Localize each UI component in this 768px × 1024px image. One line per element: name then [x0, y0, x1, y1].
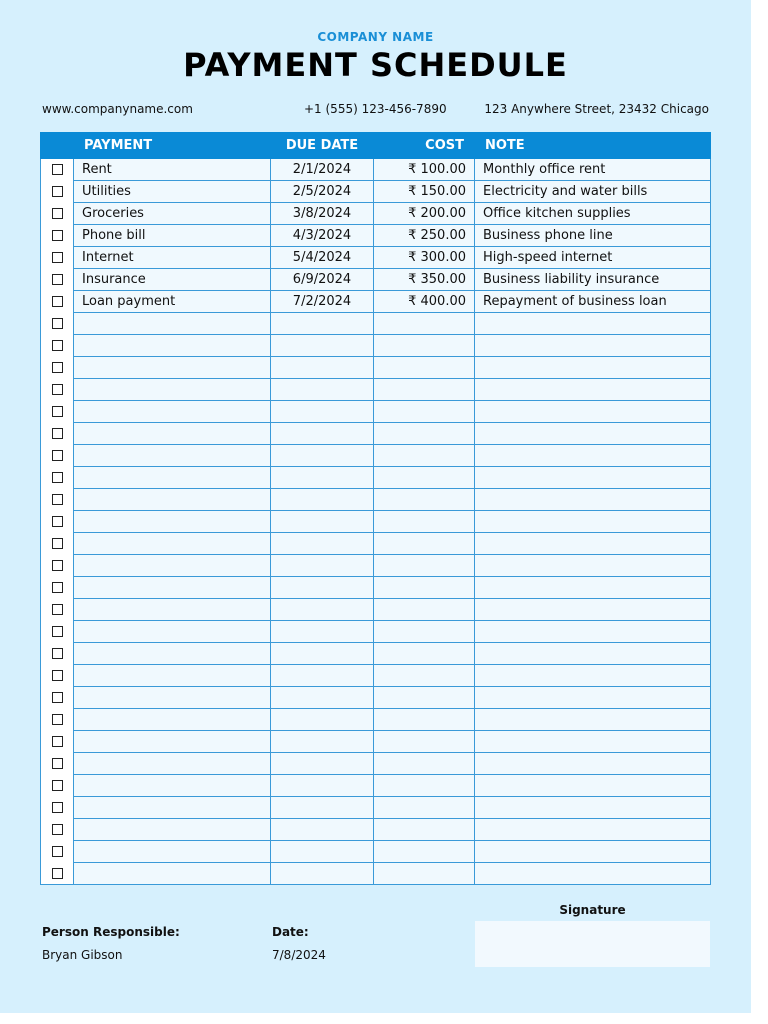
cell-note[interactable]: [475, 709, 711, 731]
cell-payment[interactable]: [74, 599, 271, 621]
row-checkbox-cell: [41, 687, 74, 709]
row-checkbox[interactable]: [52, 274, 63, 285]
cell-payment[interactable]: [74, 687, 271, 709]
row-checkbox[interactable]: [52, 230, 63, 241]
cell-cost[interactable]: [374, 621, 475, 643]
cell-due-date[interactable]: [271, 687, 374, 709]
table-row: [41, 291, 711, 313]
cell-note[interactable]: [475, 753, 711, 775]
table-row: [41, 709, 711, 731]
table-row: [41, 335, 711, 357]
row-checkbox[interactable]: [52, 802, 63, 813]
cell-note[interactable]: Monthly office rent: [475, 159, 711, 181]
row-checkbox[interactable]: [52, 714, 63, 725]
cell-cost[interactable]: [374, 511, 475, 533]
cell-due-date[interactable]: [271, 357, 374, 379]
row-checkbox[interactable]: [52, 736, 63, 747]
row-checkbox[interactable]: [52, 824, 63, 835]
person-responsible-label: Person Responsible:: [42, 925, 180, 939]
company-website: www.companyname.com: [42, 102, 193, 116]
cell-due-date[interactable]: [271, 423, 374, 445]
cell-due-date[interactable]: [271, 621, 374, 643]
row-checkbox-cell: [41, 159, 74, 181]
table-row: [41, 203, 711, 225]
column-header-payment: PAYMENT: [74, 133, 271, 159]
table-row: [41, 841, 711, 863]
table-row: [41, 225, 711, 247]
row-checkbox-cell: [41, 313, 74, 335]
row-checkbox[interactable]: [52, 428, 63, 439]
row-checkbox-cell: [41, 775, 74, 797]
cell-payment[interactable]: [74, 533, 271, 555]
cell-payment[interactable]: [74, 379, 271, 401]
company-phone: +1 (555) 123-456-7890: [304, 102, 447, 116]
table-row: [41, 313, 711, 335]
cell-due-date[interactable]: 5/4/2024: [271, 247, 374, 269]
row-checkbox[interactable]: [52, 318, 63, 329]
cell-cost[interactable]: [374, 467, 475, 489]
cell-payment[interactable]: [74, 313, 271, 335]
row-checkbox-cell: [41, 709, 74, 731]
cell-payment[interactable]: Phone bill: [74, 225, 271, 247]
page-title: PAYMENT SCHEDULE: [183, 46, 568, 84]
signature-label: Signature: [559, 903, 626, 917]
cell-note[interactable]: Office kitchen supplies: [475, 203, 711, 225]
row-checkbox[interactable]: [52, 538, 63, 549]
cell-due-date[interactable]: [271, 445, 374, 467]
cell-note[interactable]: [475, 467, 711, 489]
row-checkbox-cell: [41, 379, 74, 401]
row-checkbox-cell: [41, 599, 74, 621]
row-checkbox[interactable]: [52, 472, 63, 483]
table-row: [41, 797, 711, 819]
cell-cost[interactable]: [374, 313, 475, 335]
table-row: [41, 819, 711, 841]
cell-note[interactable]: [475, 401, 711, 423]
cell-payment[interactable]: [74, 335, 271, 357]
row-checkbox[interactable]: [52, 516, 63, 527]
row-checkbox[interactable]: [52, 560, 63, 571]
cell-payment[interactable]: [74, 643, 271, 665]
cell-note[interactable]: [475, 841, 711, 863]
cell-cost[interactable]: [374, 863, 475, 885]
payment-table-wrapper: [40, 132, 710, 885]
row-checkbox-cell: [41, 269, 74, 291]
cell-note[interactable]: [475, 599, 711, 621]
cell-due-date[interactable]: [271, 533, 374, 555]
table-row: [41, 511, 711, 533]
table-row: [41, 181, 711, 203]
table-row: [41, 621, 711, 643]
row-checkbox-cell: [41, 643, 74, 665]
cell-cost[interactable]: [374, 489, 475, 511]
row-checkbox[interactable]: [52, 758, 63, 769]
row-checkbox[interactable]: [52, 780, 63, 791]
cell-due-date[interactable]: [271, 313, 374, 335]
cell-cost[interactable]: [374, 445, 475, 467]
cell-note[interactable]: [475, 511, 711, 533]
cell-cost[interactable]: [374, 555, 475, 577]
row-checkbox-cell: [41, 445, 74, 467]
row-checkbox-cell: [41, 555, 74, 577]
row-checkbox[interactable]: [52, 340, 63, 351]
row-checkbox[interactable]: [52, 582, 63, 593]
row-checkbox[interactable]: [52, 670, 63, 681]
row-checkbox-cell: [41, 819, 74, 841]
cell-cost[interactable]: ₹ 400.00: [374, 291, 475, 313]
cell-due-date[interactable]: [271, 401, 374, 423]
cell-cost[interactable]: [374, 577, 475, 599]
cell-cost[interactable]: [374, 819, 475, 841]
row-checkbox-cell: [41, 841, 74, 863]
cell-payment[interactable]: [74, 797, 271, 819]
cell-note[interactable]: [475, 643, 711, 665]
cell-payment[interactable]: [74, 841, 271, 863]
row-checkbox[interactable]: [52, 186, 63, 197]
cell-cost[interactable]: [374, 599, 475, 621]
cell-payment[interactable]: [74, 445, 271, 467]
table-row: [41, 577, 711, 599]
cell-note[interactable]: Business liability insurance: [475, 269, 711, 291]
table-row: [41, 731, 711, 753]
cell-due-date[interactable]: [271, 555, 374, 577]
table-row: [41, 489, 711, 511]
row-checkbox[interactable]: [52, 362, 63, 373]
cell-payment[interactable]: [74, 753, 271, 775]
cell-payment[interactable]: [74, 467, 271, 489]
cell-cost[interactable]: ₹ 250.00: [374, 225, 475, 247]
cell-cost[interactable]: [374, 841, 475, 863]
row-checkbox-cell: [41, 203, 74, 225]
table-row: [41, 269, 711, 291]
cell-cost[interactable]: [374, 753, 475, 775]
row-checkbox-cell: [41, 621, 74, 643]
cell-due-date[interactable]: [271, 489, 374, 511]
row-checkbox[interactable]: [52, 648, 63, 659]
row-checkbox-cell: [41, 467, 74, 489]
cell-note[interactable]: [475, 423, 711, 445]
cell-payment[interactable]: [74, 819, 271, 841]
cell-note[interactable]: Electricity and water bills: [475, 181, 711, 203]
cell-note[interactable]: [475, 819, 711, 841]
cell-note[interactable]: [475, 863, 711, 885]
cell-cost[interactable]: [374, 533, 475, 555]
cell-due-date[interactable]: [271, 511, 374, 533]
cell-payment[interactable]: [74, 489, 271, 511]
cell-cost[interactable]: [374, 665, 475, 687]
row-checkbox[interactable]: [52, 604, 63, 615]
cell-payment[interactable]: Utilities: [74, 181, 271, 203]
cell-due-date[interactable]: [271, 731, 374, 753]
cell-cost[interactable]: [374, 687, 475, 709]
row-checkbox[interactable]: [52, 406, 63, 417]
row-checkbox-cell: [41, 533, 74, 555]
row-checkbox-cell: [41, 577, 74, 599]
table-header-row: [41, 133, 711, 159]
cell-payment[interactable]: [74, 863, 271, 885]
cell-payment[interactable]: Loan payment: [74, 291, 271, 313]
row-checkbox[interactable]: [52, 494, 63, 505]
checkbox-column-header: [41, 133, 74, 159]
row-checkbox[interactable]: [52, 846, 63, 857]
row-checkbox[interactable]: [52, 164, 63, 175]
cell-due-date[interactable]: [271, 467, 374, 489]
cell-note[interactable]: [475, 335, 711, 357]
table-row: [41, 753, 711, 775]
cell-due-date[interactable]: 2/1/2024: [271, 159, 374, 181]
cell-payment[interactable]: [74, 577, 271, 599]
cell-payment[interactable]: [74, 665, 271, 687]
cell-note[interactable]: [475, 489, 711, 511]
cell-note[interactable]: [475, 379, 711, 401]
row-checkbox[interactable]: [52, 208, 63, 219]
cell-due-date[interactable]: [271, 775, 374, 797]
table-body: [41, 159, 711, 885]
cell-cost[interactable]: [374, 335, 475, 357]
cell-due-date[interactable]: [271, 841, 374, 863]
cell-due-date[interactable]: [271, 797, 374, 819]
cell-note[interactable]: [475, 775, 711, 797]
cell-cost[interactable]: [374, 401, 475, 423]
column-header-note: NOTE: [475, 133, 711, 159]
signature-field[interactable]: [475, 921, 710, 967]
table-row: [41, 775, 711, 797]
cell-cost[interactable]: [374, 379, 475, 401]
cell-due-date[interactable]: [271, 665, 374, 687]
cell-payment[interactable]: [74, 775, 271, 797]
row-checkbox-cell: [41, 335, 74, 357]
cell-due-date[interactable]: [271, 599, 374, 621]
column-header-due-date: DUE DATE: [271, 133, 374, 159]
cell-payment[interactable]: [74, 709, 271, 731]
row-checkbox-cell: [41, 401, 74, 423]
cell-cost[interactable]: ₹ 100.00: [374, 159, 475, 181]
row-checkbox-cell: [41, 423, 74, 445]
cell-due-date[interactable]: [271, 863, 374, 885]
cell-due-date[interactable]: 7/2/2024: [271, 291, 374, 313]
cell-due-date[interactable]: [271, 379, 374, 401]
cell-due-date[interactable]: [271, 753, 374, 775]
cell-due-date[interactable]: 2/5/2024: [271, 181, 374, 203]
cell-note[interactable]: Business phone line: [475, 225, 711, 247]
row-checkbox-cell: [41, 753, 74, 775]
cell-due-date[interactable]: 6/9/2024: [271, 269, 374, 291]
cell-due-date[interactable]: [271, 709, 374, 731]
cell-cost[interactable]: [374, 775, 475, 797]
cell-cost[interactable]: [374, 643, 475, 665]
cell-cost[interactable]: [374, 423, 475, 445]
payment-table: [40, 132, 711, 885]
cell-note[interactable]: [475, 665, 711, 687]
table-row: [41, 401, 711, 423]
row-checkbox-cell: [41, 225, 74, 247]
table-row: [41, 467, 711, 489]
row-checkbox-cell: [41, 511, 74, 533]
cell-note[interactable]: [475, 533, 711, 555]
cell-payment[interactable]: [74, 621, 271, 643]
row-checkbox-cell: [41, 181, 74, 203]
cell-payment[interactable]: [74, 401, 271, 423]
cell-due-date[interactable]: [271, 643, 374, 665]
cell-note[interactable]: [475, 555, 711, 577]
table-row: [41, 247, 711, 269]
row-checkbox-cell: [41, 797, 74, 819]
cell-due-date[interactable]: [271, 819, 374, 841]
cell-cost[interactable]: ₹ 150.00: [374, 181, 475, 203]
cell-note[interactable]: [475, 577, 711, 599]
cell-payment[interactable]: Internet: [74, 247, 271, 269]
table-row: [41, 687, 711, 709]
cell-payment[interactable]: Rent: [74, 159, 271, 181]
row-checkbox[interactable]: [52, 252, 63, 263]
date-value: 7/8/2024: [272, 948, 326, 962]
cell-due-date[interactable]: [271, 577, 374, 599]
date-label: Date:: [272, 925, 309, 939]
cell-note[interactable]: [475, 445, 711, 467]
table-row: [41, 445, 711, 467]
table-row: [41, 863, 711, 885]
row-checkbox-cell: [41, 247, 74, 269]
cell-note[interactable]: [475, 313, 711, 335]
row-checkbox-cell: [41, 863, 74, 885]
cell-cost[interactable]: ₹ 200.00: [374, 203, 475, 225]
table-row: [41, 643, 711, 665]
table-row: [41, 533, 711, 555]
cell-cost[interactable]: ₹ 300.00: [374, 247, 475, 269]
row-checkbox[interactable]: [52, 450, 63, 461]
row-checkbox[interactable]: [52, 692, 63, 703]
row-checkbox-cell: [41, 357, 74, 379]
row-checkbox[interactable]: [52, 626, 63, 637]
cell-cost[interactable]: [374, 731, 475, 753]
company-address: 123 Anywhere Street, 23432 Chicago: [484, 102, 709, 116]
cell-note[interactable]: [475, 731, 711, 753]
cell-payment[interactable]: Groceries: [74, 203, 271, 225]
row-checkbox-cell: [41, 489, 74, 511]
cell-due-date[interactable]: 3/8/2024: [271, 203, 374, 225]
cell-cost[interactable]: [374, 357, 475, 379]
cell-due-date[interactable]: 4/3/2024: [271, 225, 374, 247]
row-checkbox-cell: [41, 731, 74, 753]
cell-payment[interactable]: Insurance: [74, 269, 271, 291]
cell-note[interactable]: [475, 621, 711, 643]
row-checkbox-cell: [41, 665, 74, 687]
column-header-cost: COST: [374, 133, 475, 159]
table-row: [41, 555, 711, 577]
cell-note[interactable]: [475, 687, 711, 709]
table-row: [41, 357, 711, 379]
cell-cost[interactable]: [374, 797, 475, 819]
person-responsible-value: Bryan Gibson: [42, 948, 123, 962]
table-row: [41, 159, 711, 181]
table-row: [41, 379, 711, 401]
cell-payment[interactable]: [74, 731, 271, 753]
row-checkbox-cell: [41, 291, 74, 313]
cell-payment[interactable]: [74, 511, 271, 533]
cell-cost[interactable]: [374, 709, 475, 731]
row-checkbox[interactable]: [52, 384, 63, 395]
cell-cost[interactable]: ₹ 350.00: [374, 269, 475, 291]
table-row: [41, 599, 711, 621]
cell-note[interactable]: [475, 357, 711, 379]
cell-payment[interactable]: [74, 423, 271, 445]
cell-payment[interactable]: [74, 357, 271, 379]
row-checkbox[interactable]: [52, 868, 63, 879]
row-checkbox[interactable]: [52, 296, 63, 307]
table-row: [41, 665, 711, 687]
cell-note[interactable]: Repayment of business loan: [475, 291, 711, 313]
cell-note[interactable]: [475, 797, 711, 819]
cell-due-date[interactable]: [271, 335, 374, 357]
table-row: [41, 423, 711, 445]
cell-payment[interactable]: [74, 555, 271, 577]
cell-note[interactable]: High-speed internet: [475, 247, 711, 269]
company-name: COMPANY NAME: [317, 30, 434, 44]
